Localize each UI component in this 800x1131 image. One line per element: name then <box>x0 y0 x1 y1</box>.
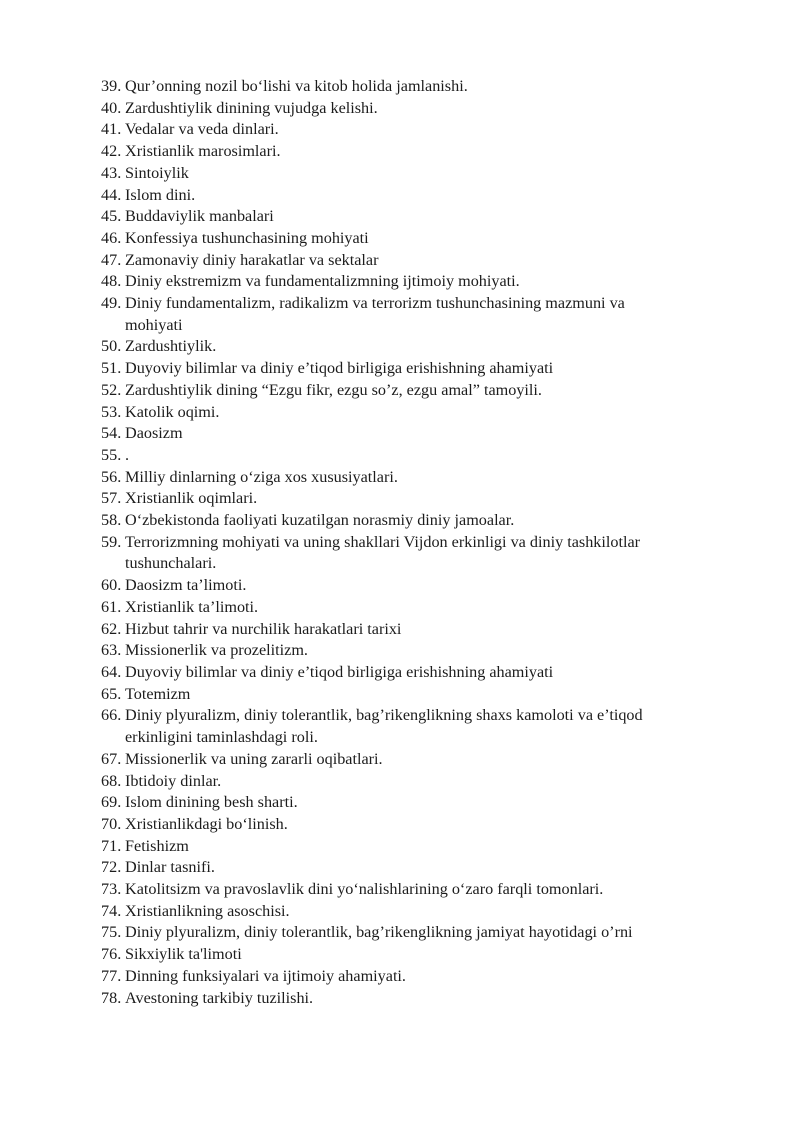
item-number: 74. <box>101 901 122 920</box>
list-item <box>101 901 661 923</box>
item-text: Buddaviylik manbalari <box>125 207 274 226</box>
list-item <box>101 76 661 98</box>
item-number: 43. <box>101 163 122 182</box>
question-list <box>101 76 661 1009</box>
item-text: Hizbut tahrir va nurchilik harakatlari tarixi <box>125 619 402 638</box>
item-text: Diniy plyuralizm, diniy tolerantlik, bag’rikenglikning jamiyat hayotidagi o’rni <box>125 923 633 942</box>
item-number: 63. <box>101 641 122 660</box>
list-item <box>101 532 661 575</box>
item-text: Xristianlikdagi bo‘linish. <box>125 814 288 833</box>
item-number: 39. <box>101 77 122 95</box>
item-number: 67. <box>101 749 122 768</box>
item-number: 62. <box>101 619 122 638</box>
list-item <box>101 185 661 207</box>
item-number: 47. <box>101 250 122 269</box>
list-item <box>101 771 661 793</box>
list-item <box>101 271 661 293</box>
item-number: 75. <box>101 923 122 942</box>
list-item <box>101 836 661 858</box>
item-text: Zardushtiylik. <box>125 337 217 356</box>
item-number: 77. <box>101 966 122 985</box>
item-text: Daosizm ta’limoti. <box>125 576 247 595</box>
item-text: Diniy fundamentalizm, radikalizm va terrorizm tushunchasining mazmuni va mohiyati <box>125 294 625 334</box>
list-item <box>101 814 661 836</box>
list-item <box>101 336 661 358</box>
item-number: 40. <box>101 98 122 117</box>
item-text: Sikxiylik ta'limoti <box>125 945 242 964</box>
item-number: 45. <box>101 207 122 226</box>
item-text: Missionerlik va prozelitizm. <box>125 641 308 660</box>
item-number: 59. <box>101 532 122 551</box>
list-item <box>101 575 661 597</box>
list-item <box>101 141 661 163</box>
item-number: 54. <box>101 424 122 443</box>
list-item <box>101 922 661 944</box>
item-number: 66. <box>101 706 122 725</box>
item-text: Qur’onning nozil bo‘lishi va kitob holida jamlanishi. <box>125 77 468 95</box>
item-text: Daosizm <box>125 424 183 443</box>
item-text: Fetishizm <box>125 836 189 855</box>
list-item <box>101 705 661 748</box>
item-text: Katolik oqimi. <box>125 402 220 421</box>
list-item <box>101 966 661 988</box>
item-number: 61. <box>101 597 122 616</box>
item-number: 76. <box>101 945 122 964</box>
list-item <box>101 163 661 185</box>
item-number: 53. <box>101 402 122 421</box>
item-number: 41. <box>101 120 122 139</box>
item-text: Xristianlik marosimlari. <box>125 142 281 161</box>
item-text: Xristianlik oqimlari. <box>125 489 258 508</box>
item-text: Ibtidoiy dinlar. <box>125 771 222 790</box>
item-text: . <box>125 445 130 464</box>
item-text: Xristianlik ta’limoti. <box>125 597 259 616</box>
item-text: Katolitsizm va pravoslavlik dini yo‘nalishlarining o‘zaro farqli tomonlari. <box>125 880 604 899</box>
list-item <box>101 857 661 879</box>
item-number: 55. <box>101 445 122 464</box>
item-text: Duyoviy bilimlar va diniy e’tiqod birligiga erishishning ahamiyati <box>125 662 554 681</box>
item-text: Diniy plyuralizm, diniy tolerantlik, bag’rikenglikning shaxs kamoloti va e’tiqod erkinligini taminlashdagi roli. <box>125 706 643 747</box>
item-text: Vedalar va veda dinlari. <box>125 120 279 139</box>
item-text: Zardushtiylik dinining vujudga kelishi. <box>125 98 378 117</box>
item-number: 57. <box>101 489 122 508</box>
item-text: Zamonaviy diniy harakatlar va sektalar <box>125 250 379 269</box>
item-text: Terrorizmning mohiyati va uning shakllari Vijdon erkinligi va diniy tashkilotlar tushunchalari. <box>125 532 641 573</box>
list-item <box>101 98 661 120</box>
item-number: 72. <box>101 858 122 877</box>
item-text: Dinning funksiyalari va ijtimoiy ahamiyati. <box>125 966 406 985</box>
item-number: 69. <box>101 793 122 812</box>
item-number: 68. <box>101 771 122 790</box>
item-text: Sintoiylik <box>125 163 189 182</box>
list-item <box>101 488 661 510</box>
item-number: 73. <box>101 880 122 899</box>
item-number: 71. <box>101 836 122 855</box>
list-item <box>101 228 661 250</box>
item-number: 60. <box>101 576 122 595</box>
list-item <box>101 749 661 771</box>
item-number: 48. <box>101 272 122 291</box>
list-item <box>101 684 661 706</box>
item-text: Xristianlikning asoschisi. <box>125 901 290 920</box>
item-text: Totemizm <box>125 684 191 703</box>
item-text: Avestoning tarkibiy tuzilishi. <box>125 988 314 1007</box>
item-text: Konfessiya tushunchasining mohiyati <box>125 228 369 247</box>
item-text: Duyoviy bilimlar va diniy e’tiqod birligiga erishishning ahamiyati <box>125 359 554 378</box>
item-number: 52. <box>101 380 122 399</box>
list-item <box>101 293 661 336</box>
list-item <box>101 792 661 814</box>
list-item <box>101 640 661 662</box>
list-item <box>101 662 661 684</box>
list-item <box>101 619 661 641</box>
item-text: Islom dinining besh sharti. <box>125 793 298 812</box>
item-number: 50. <box>101 337 122 356</box>
list-item <box>101 988 661 1010</box>
item-number: 65. <box>101 684 122 703</box>
item-number: 58. <box>101 511 122 530</box>
list-item <box>101 510 661 532</box>
item-text: Milliy dinlarning o‘ziga xos xususiyatlari. <box>125 467 398 486</box>
list-item <box>101 879 661 901</box>
item-text: Dinlar tasnifi. <box>125 858 215 877</box>
item-number: 44. <box>101 185 122 204</box>
item-text: Missionerlik va uning zararli oqibatlari. <box>125 749 383 768</box>
list-item <box>101 380 661 402</box>
list-item <box>101 944 661 966</box>
item-number: 78. <box>101 988 122 1007</box>
list-item <box>101 250 661 272</box>
item-number: 64. <box>101 662 122 681</box>
list-item <box>101 467 661 489</box>
list-item <box>101 402 661 424</box>
list-item <box>101 358 661 380</box>
list-item <box>101 206 661 228</box>
item-number: 42. <box>101 142 122 161</box>
list-item <box>101 119 661 141</box>
list-item <box>101 597 661 619</box>
item-number: 56. <box>101 467 122 486</box>
item-text: Zardushtiylik dining “Ezgu fikr, ezgu so’z, ezgu amal” tamoyili. <box>125 380 542 399</box>
item-text: Islom dini. <box>125 185 196 204</box>
list-item <box>101 423 661 445</box>
item-text: O‘zbekistonda faoliyati kuzatilgan norasmiy diniy jamoalar. <box>125 511 515 530</box>
item-number: 46. <box>101 228 122 247</box>
item-number: 49. <box>101 294 122 313</box>
item-number: 51. <box>101 359 122 378</box>
item-number: 70. <box>101 814 122 833</box>
item-text: Diniy ekstremizm va fundamentalizmning ijtimoiy mohiyati. <box>125 272 520 291</box>
list-item <box>101 445 661 467</box>
